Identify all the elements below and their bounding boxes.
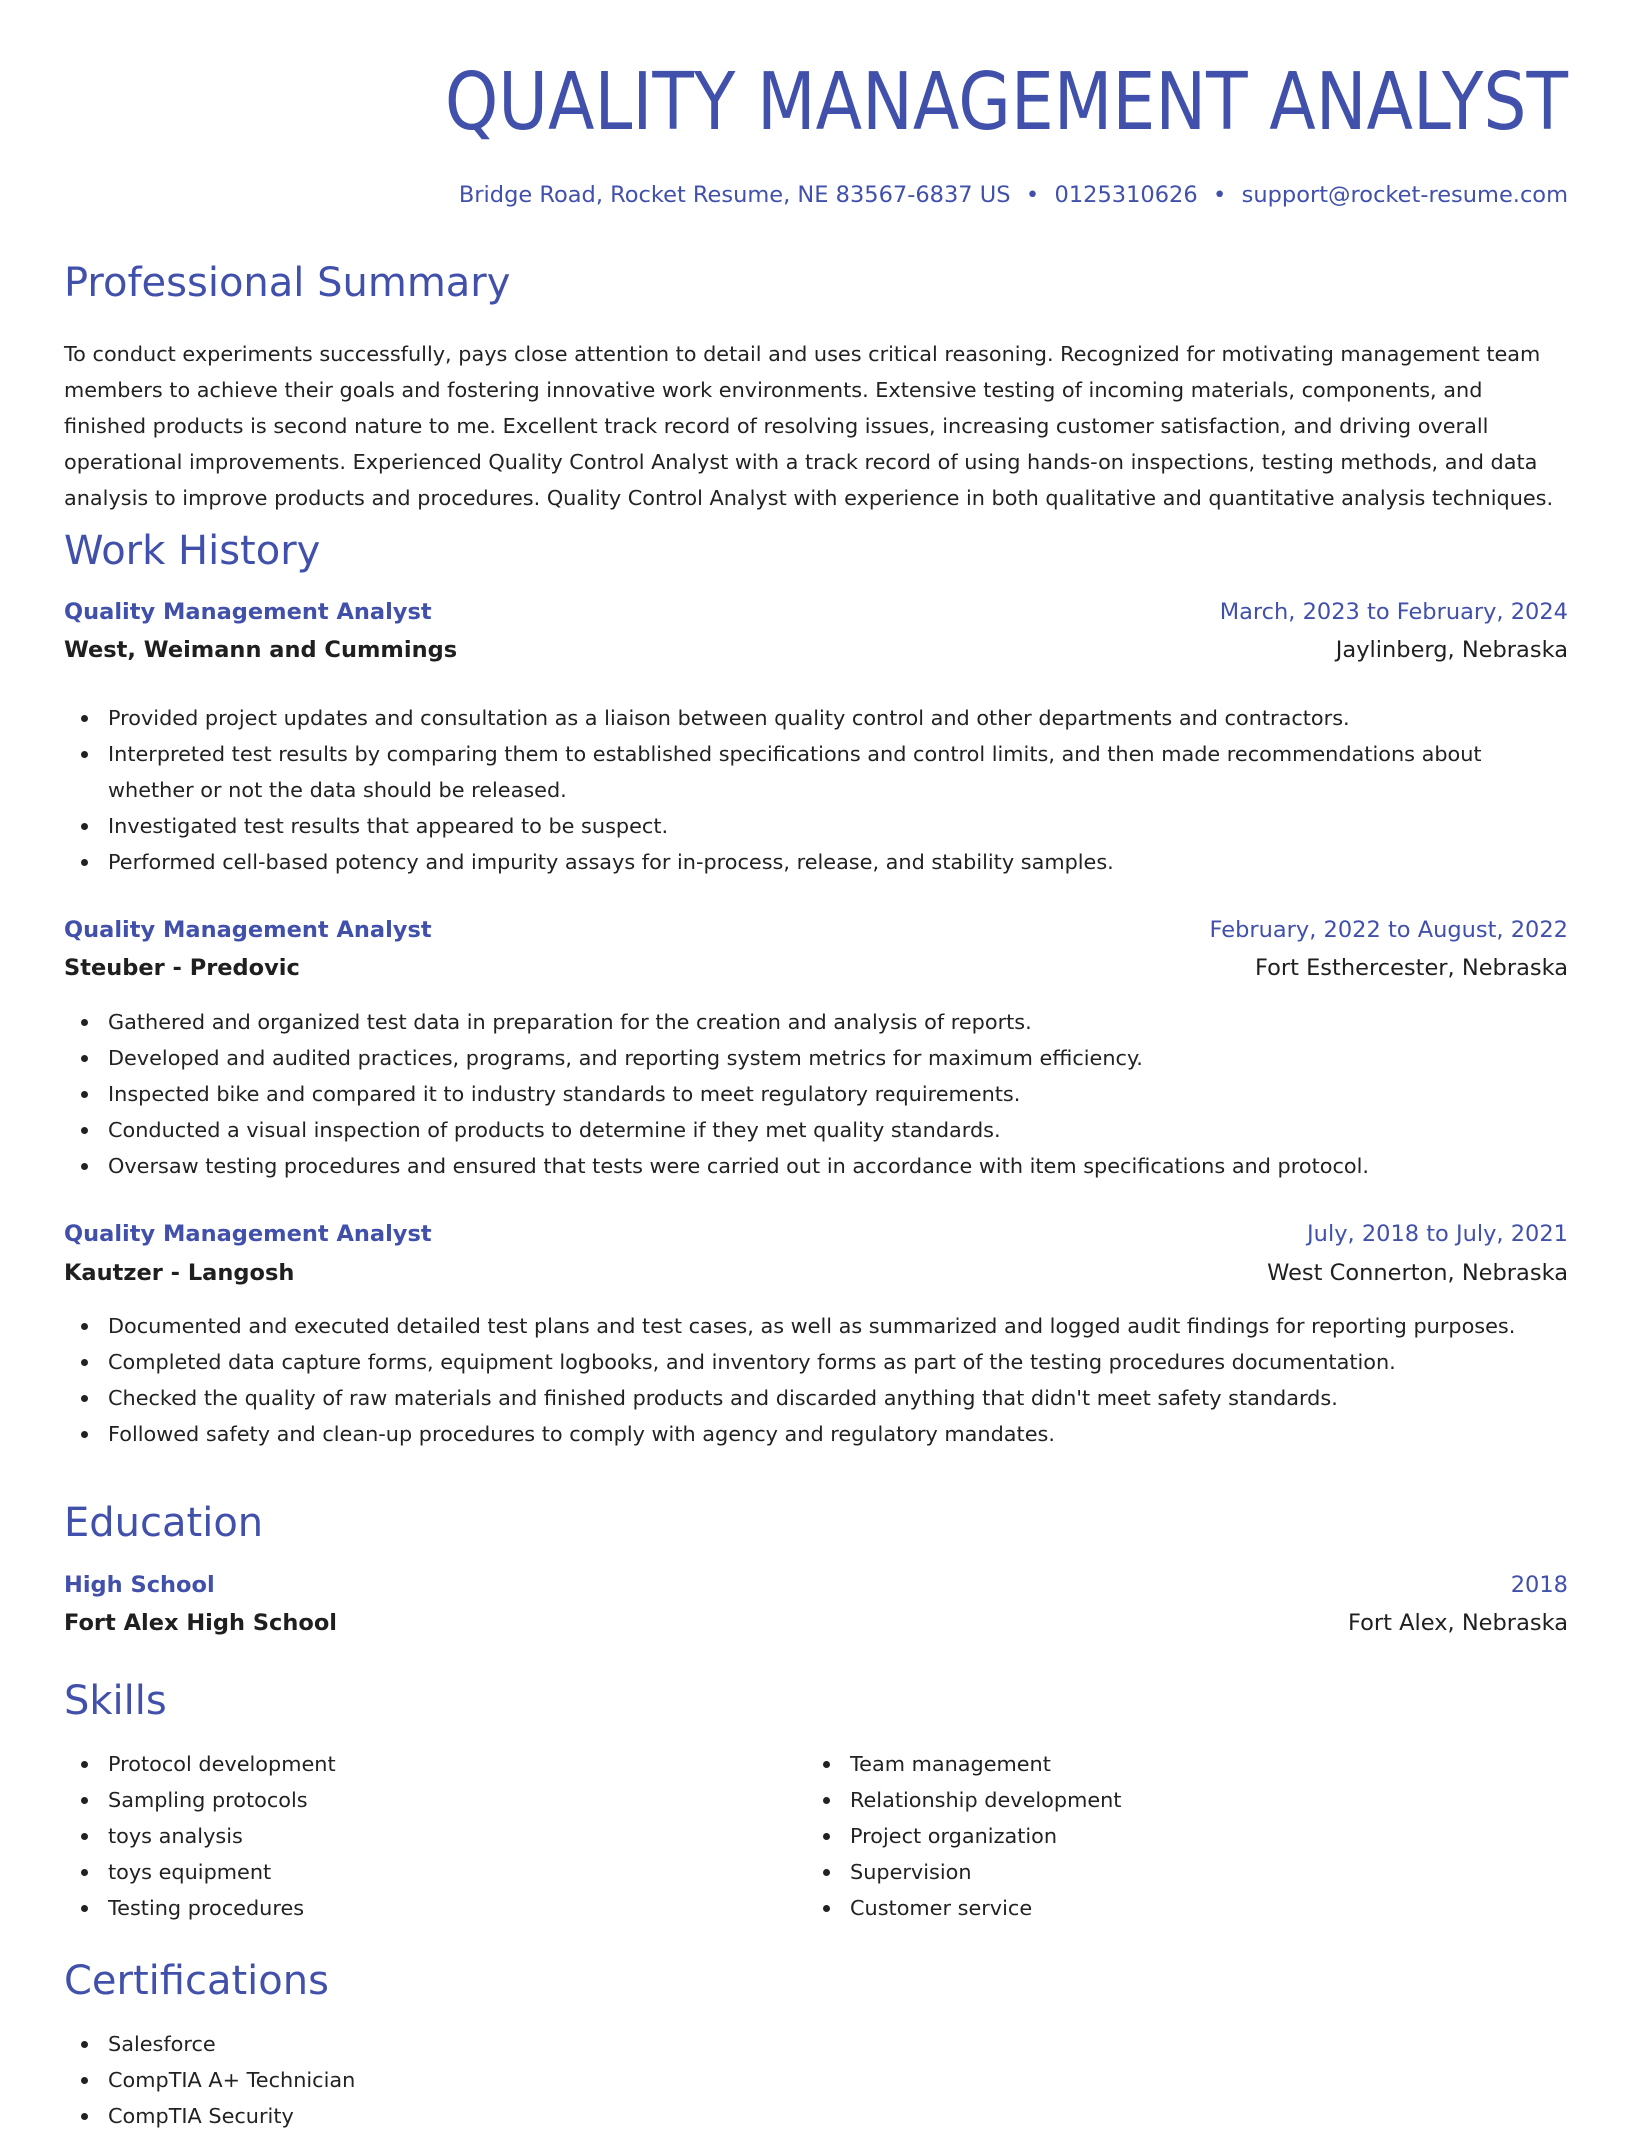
job-bullets <box>64 1004 1568 1184</box>
education-org <box>64 1607 1568 1639</box>
job-org <box>64 634 1568 666</box>
contact-line <box>459 180 1568 210</box>
job-bullet: Investigated test results that appeared to be suspect. <box>64 808 1568 844</box>
skill-item: toys analysis <box>64 1818 764 1854</box>
education-header <box>64 1569 1568 1601</box>
contact-phone: 0125310626 <box>1054 182 1198 208</box>
job-company: Steuber - Predovic <box>64 955 300 981</box>
certification-item: CompTIA A+ Technician <box>64 2062 1568 2098</box>
certification-item: Salesforce <box>64 2026 1568 2062</box>
job-bullets <box>64 1308 1568 1452</box>
job-bullet: Gathered and organized test data in preparation for the creation and analysis of reports. <box>64 1004 1568 1040</box>
job-dates: March, 2023 to February, 2024 <box>1219 599 1568 625</box>
education-location: Fort Alex, Nebraska <box>1348 1610 1568 1636</box>
job-bullet: Provided project updates and consultation as a liaison between quality control and other departments and contractors. <box>64 700 1568 736</box>
job-header <box>64 596 1568 628</box>
job-org <box>64 1257 1568 1289</box>
skill-item: Testing procedures <box>64 1890 764 1926</box>
section-title-work-history: Work History <box>64 528 321 574</box>
skill-item: Project organization <box>806 1818 1506 1854</box>
contact-email[interactable]: support@rocket-resume.com <box>1241 182 1568 208</box>
skill-item: Relationship development <box>806 1782 1506 1818</box>
job-company: Kautzer - Langosh <box>64 1260 295 1286</box>
education-school: Fort Alex High School <box>64 1610 338 1636</box>
job-bullet: Performed cell-based potency and impurity assays for in-process, release, and stability samples. <box>64 844 1568 880</box>
job-header <box>64 1218 1568 1250</box>
job-location: Jaylinberg, Nebraska <box>1335 637 1568 663</box>
job-org <box>64 952 1568 984</box>
job-bullet: Oversaw testing procedures and ensured that tests were carried out in accordance with item specifications and protocol. <box>64 1148 1568 1184</box>
job-dates: February, 2022 to August, 2022 <box>1209 917 1568 943</box>
skills-list-right <box>806 1746 1506 1926</box>
certification-item: CompTIA Security <box>64 2098 1568 2134</box>
job-bullet: Checked the quality of raw materials and finished products and discarded anything that didn't meet safety standards. <box>64 1380 1568 1416</box>
resume-name-title: QUALITY MANAGEMENT ANALYST <box>444 56 1568 148</box>
job-title: Quality Management Analyst <box>64 599 432 625</box>
skill-item: Customer service <box>806 1890 1506 1926</box>
job-bullets <box>64 700 1568 880</box>
education-degree: High School <box>64 1572 215 1598</box>
summary-text: To conduct experiments successfully, pays close attention to detail and uses critical reasoning. Recognized for motivating management team members to achieve their goals and fostering innovative work environments. Extensive testing of incoming materials, components, and finished products is second nature to me. Excellent track record of resolving issues, increasing customer satisfaction, and driving overall operational improvements. Experienced Quality Control Analyst with a track record of using hands-on inspections, testing methods, and data analysis to improve products and procedures. Quality Control Analyst with experience in both qualitative and quantitative analysis techniques. <box>64 342 1554 510</box>
skill-item: Protocol development <box>64 1746 764 1782</box>
skill-item: Supervision <box>806 1854 1506 1890</box>
job-company: West, Weimann and Cummings <box>64 637 458 663</box>
job-bullet: Developed and audited practices, programs, and reporting system metrics for maximum efficiency. <box>64 1040 1568 1076</box>
education-year: 2018 <box>1510 1572 1568 1598</box>
skill-item: toys equipment <box>64 1854 764 1890</box>
contact-separator: • <box>1213 182 1227 208</box>
skill-item: Team management <box>806 1746 1506 1782</box>
certifications-list <box>64 2026 1568 2134</box>
job-bullet: Completed data capture forms, equipment logbooks, and inventory forms as part of the testing procedures documentation. <box>64 1344 1568 1380</box>
job-bullet: Documented and executed detailed test plans and test cases, as well as summarized and logged audit findings for reporting purposes. <box>64 1308 1568 1344</box>
section-title-summary: Professional Summary <box>64 260 511 306</box>
job-location: Fort Esthercester, Nebraska <box>1254 955 1568 981</box>
contact-address: Bridge Road, Rocket Resume, NE 83567-6837 US <box>458 182 1011 208</box>
job-bullet: Followed safety and clean-up procedures to comply with agency and regulatory mandates. <box>64 1416 1568 1452</box>
skills-list-left <box>64 1746 764 1926</box>
section-title-certifications: Certifications <box>64 1958 329 2004</box>
contact-separator: • <box>1025 182 1040 208</box>
skill-item: Sampling protocols <box>64 1782 764 1818</box>
job-bullet: Inspected bike and compared it to industry standards to meet regulatory requirements. <box>64 1076 1568 1112</box>
job-dates: July, 2018 to July, 2021 <box>1307 1221 1568 1247</box>
job-bullet: Interpreted test results by comparing them to established specifications and control limits, and then made recommendations about whether or not the data should be released. <box>64 736 1568 808</box>
section-title-education: Education <box>64 1500 264 1546</box>
job-header <box>64 914 1568 946</box>
job-title: Quality Management Analyst <box>64 917 432 943</box>
job-bullet: Conducted a visual inspection of products to determine if they met quality standards. <box>64 1112 1568 1148</box>
job-title: Quality Management Analyst <box>64 1221 432 1247</box>
section-title-skills: Skills <box>64 1678 167 1724</box>
resume-page <box>64 0 1568 2128</box>
job-location: West Connerton, Nebraska <box>1267 1260 1568 1286</box>
